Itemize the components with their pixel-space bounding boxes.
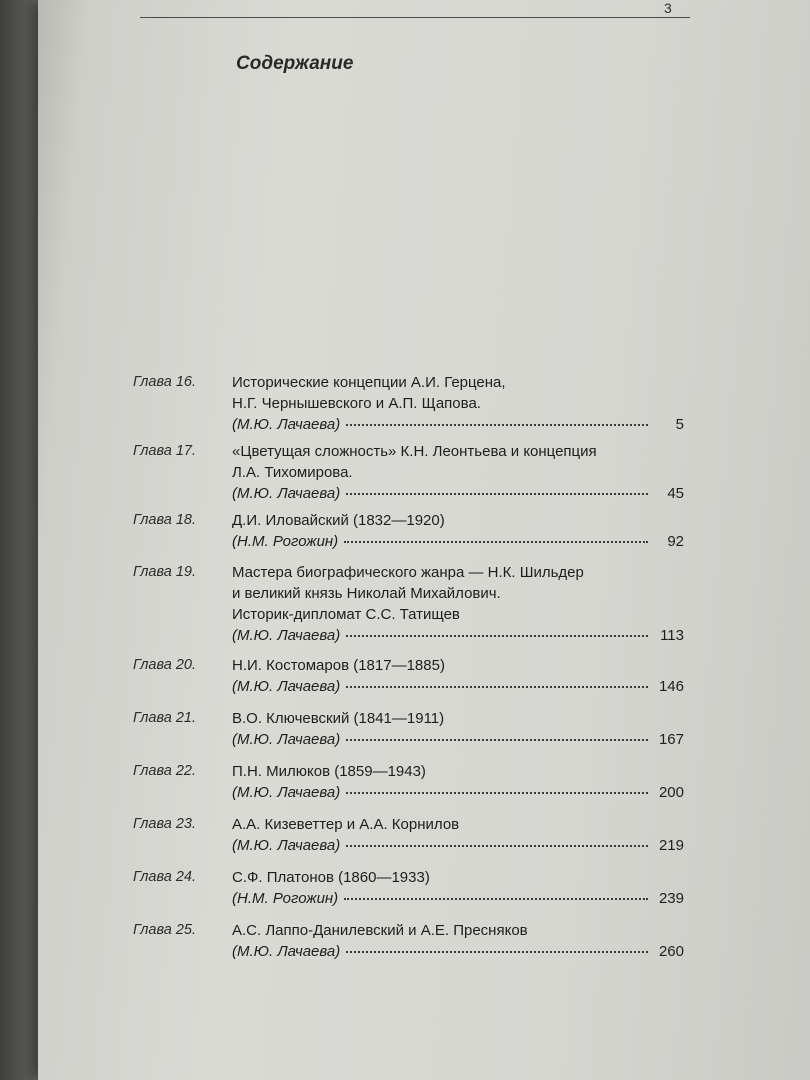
entry-title-line: «Цветущая сложность» К.Н. Леонтьева и концепция: [232, 443, 597, 460]
toc-entry: [0, 708, 810, 750]
author-line: [232, 414, 684, 435]
entry-author: (М.Ю. Лачаева): [232, 837, 341, 854]
chapter-label: Глава 23.: [133, 816, 196, 832]
chapter-label: Глава 19.: [133, 564, 196, 580]
entry-title-line: Историк-дипломат С.С. Татищев: [232, 606, 460, 623]
entry-page-number: 92: [667, 533, 684, 550]
toc-entry: [0, 655, 810, 697]
entry-author: (М.Ю. Лачаева): [232, 943, 341, 960]
entry-title-line: П.Н. Милюков (1859—1943): [232, 763, 426, 780]
dot-leader: [344, 538, 648, 543]
dot-leader: [346, 842, 648, 847]
entry-page-number: 200: [658, 784, 684, 801]
toc-entry: [0, 761, 810, 803]
entry-title-line: Исторические концепции А.И. Герцена,: [232, 374, 506, 391]
entry-page-number: 146: [658, 678, 684, 695]
entry-title-line: А.А. Кизеветтер и А.А. Корнилов: [232, 816, 460, 833]
chapter-label: Глава 18.: [133, 512, 196, 528]
toc-entry: [0, 867, 810, 909]
dot-leader: [346, 683, 648, 688]
header-rule: [140, 17, 690, 18]
author-line: [232, 729, 684, 750]
entry-author: (М.Ю. Лачаева): [232, 784, 341, 801]
entry-content: [232, 867, 684, 909]
entry-title-line: Л.А. Тихомирова.: [232, 464, 353, 481]
entry-title-line: Н.И. Костомаров (1817—1885): [232, 657, 445, 674]
entry-page-number: 219: [658, 837, 684, 854]
entry-title-line: Мастера биографического жанра — Н.К. Шильдер: [232, 564, 584, 581]
entry-content: [232, 708, 684, 750]
chapter-label: Глава 24.: [133, 869, 196, 885]
entry-content: [232, 814, 684, 856]
entry-page-number: 167: [658, 731, 684, 748]
toc-entry: [0, 441, 810, 504]
entry-content: [232, 372, 684, 435]
entry-author: (М.Ю. Лачаева): [232, 731, 341, 748]
entry-content: [232, 920, 684, 962]
entry-page-number: 239: [658, 890, 684, 907]
toc-entry: [0, 510, 810, 552]
dot-leader: [346, 632, 648, 637]
dot-leader: [346, 490, 648, 495]
dot-leader: [344, 895, 648, 900]
entry-page-number: 113: [660, 627, 684, 644]
entry-page-number: 260: [658, 943, 684, 960]
entry-title-line: Д.И. Иловайский (1832—1920): [232, 512, 445, 529]
dot-leader: [346, 421, 648, 426]
entry-author: (Н.М. Рогожин): [232, 890, 339, 907]
entry-content: [232, 761, 684, 803]
toc-entry: [0, 920, 810, 962]
toc-entry: [0, 814, 810, 856]
dot-leader: [346, 789, 648, 794]
entry-content: [232, 562, 684, 646]
entry-content: [232, 655, 684, 697]
dot-leader: [346, 948, 648, 953]
entry-title-line: и великий князь Николай Михайлович.: [232, 585, 501, 602]
author-line: [232, 625, 684, 646]
entry-author: (М.Ю. Лачаева): [232, 678, 341, 695]
entry-title-line: А.С. Лаппо-Данилевский и А.Е. Пресняков: [232, 922, 528, 939]
entry-page-number: 45: [667, 485, 684, 502]
entry-content: [232, 510, 684, 552]
chapter-label: Глава 20.: [133, 657, 196, 673]
entry-page-number: 5: [675, 416, 684, 433]
entry-title-line: В.О. Ключевский (1841—1911): [232, 710, 445, 727]
entry-author: (М.Ю. Лачаева): [232, 485, 341, 502]
chapter-label: Глава 17.: [133, 443, 196, 459]
chapter-label: Глава 21.: [133, 710, 196, 726]
author-line: [232, 676, 684, 697]
toc-entry: [0, 562, 810, 646]
author-line: [232, 782, 684, 803]
entry-title-line: С.Ф. Платонов (1860—1933): [232, 869, 430, 886]
entry-title-line: Н.Г. Чернышевского и А.П. Щапова.: [232, 395, 481, 412]
page-title: Содержание: [236, 53, 354, 74]
author-line: [232, 531, 684, 552]
chapter-label: Глава 25.: [133, 922, 196, 938]
entry-author: (М.Ю. Лачаева): [232, 627, 341, 644]
entry-content: [232, 441, 684, 504]
author-line: [232, 483, 684, 504]
chapter-label: Глава 22.: [133, 763, 196, 779]
entry-author: (Н.М. Рогожин): [232, 533, 339, 550]
page-number: 3: [664, 0, 672, 16]
author-line: [232, 888, 684, 909]
author-line: [232, 941, 684, 962]
dot-leader: [346, 736, 648, 741]
toc-entry: [0, 372, 810, 435]
table-of-contents: [0, 372, 810, 962]
entry-author: (М.Ю. Лачаева): [232, 416, 341, 433]
chapter-label: Глава 16.: [133, 374, 196, 390]
author-line: [232, 835, 684, 856]
